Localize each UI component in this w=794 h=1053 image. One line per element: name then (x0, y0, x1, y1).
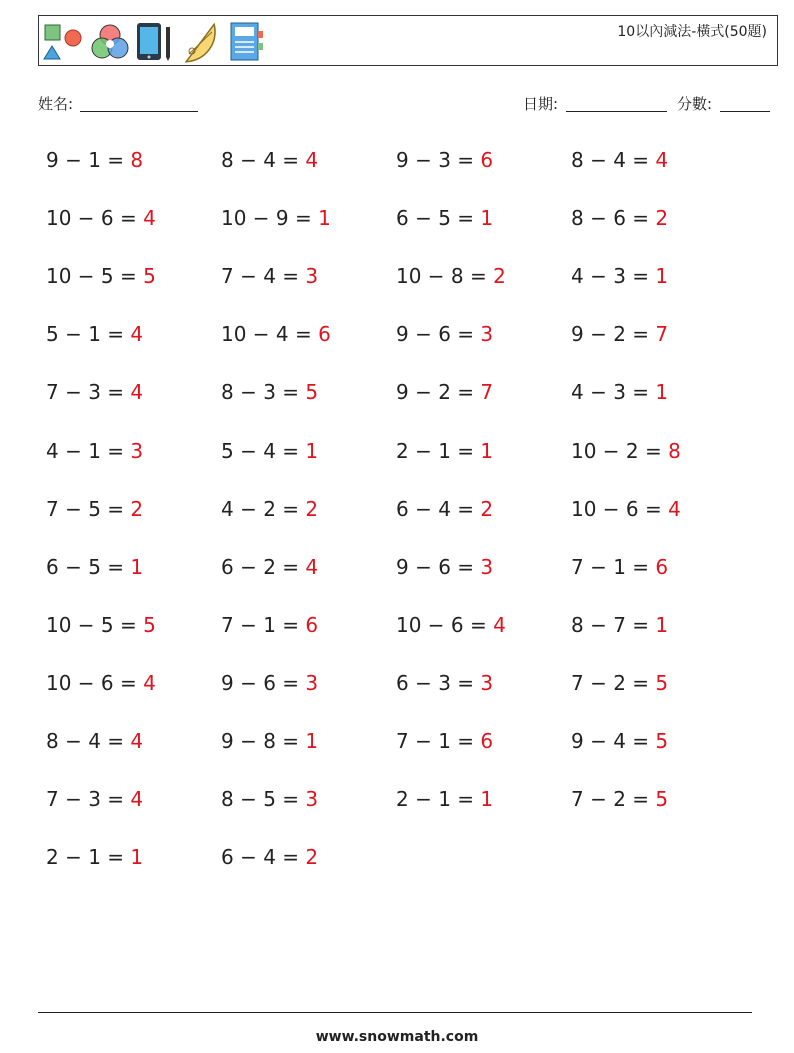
problem-answer: 4 (493, 613, 506, 637)
color-wheel-icon (88, 21, 132, 63)
problem-answer: 1 (318, 206, 331, 230)
problem-expression: 2 − 1 = (396, 787, 475, 811)
problem-expression: 7 − 3 = (46, 380, 125, 404)
problem-answer: 2 (655, 206, 669, 230)
problem-answer: 4 (130, 380, 144, 404)
problem-expression: 5 − 4 = (221, 439, 300, 463)
problem-expression: 8 − 3 = (221, 380, 300, 404)
problem-expression: 10 − 5 = (46, 264, 137, 288)
problem-answer: 4 (143, 671, 156, 695)
problem-expression: 6 − 4 = (221, 845, 300, 869)
problem-item (571, 322, 668, 346)
problem-answer: 4 (668, 497, 681, 521)
problem-item (396, 729, 493, 753)
problem-item (46, 264, 156, 288)
date-label: 日期: (523, 95, 559, 113)
problem-item (396, 555, 493, 579)
problem-expression: 9 − 1 = (46, 148, 125, 172)
problem-answer: 6 (480, 729, 494, 753)
worksheet-title: 10以內減法-橫式(50題) (617, 24, 767, 40)
problem-answer: 1 (480, 787, 494, 811)
problem-item (571, 264, 668, 288)
problem-answer: 3 (305, 671, 319, 695)
problem-expression: 8 − 5 = (221, 787, 300, 811)
problem-item (571, 613, 668, 637)
problem-item (221, 322, 331, 346)
problem-item (396, 264, 506, 288)
problem-expression: 10 − 6 = (396, 613, 487, 637)
problem-answer: 6 (318, 322, 331, 346)
problem-answer: 3 (130, 439, 144, 463)
problem-expression: 7 − 5 = (46, 497, 125, 521)
problem-item (221, 380, 318, 404)
problem-item (221, 729, 318, 753)
problem-item (46, 206, 156, 230)
problem-answer: 5 (143, 613, 156, 637)
problem-answer: 3 (305, 264, 319, 288)
name-label: 姓名: (38, 95, 74, 113)
problem-answer: 8 (130, 148, 144, 172)
problem-answer: 5 (655, 787, 669, 811)
problem-answer: 4 (143, 206, 156, 230)
problem-item (571, 497, 681, 521)
problem-expression: 10 − 5 = (46, 613, 137, 637)
problem-answer: 1 (130, 555, 144, 579)
problem-expression: 10 − 2 = (571, 439, 662, 463)
problem-item (46, 148, 143, 172)
problem-answer: 1 (655, 613, 669, 637)
problem-answer: 2 (305, 845, 319, 869)
date-field[interactable] (566, 111, 667, 112)
problem-item (46, 729, 143, 753)
shapes-icon (43, 21, 85, 63)
problem-item (46, 613, 156, 637)
footer-url: www.snowmath.com (315, 1029, 479, 1045)
problem-answer: 7 (480, 380, 494, 404)
problem-answer: 6 (305, 613, 319, 637)
problem-item (221, 497, 318, 521)
problem-expression: 4 − 2 = (221, 497, 300, 521)
problem-item (46, 322, 143, 346)
problem-expression: 4 − 3 = (571, 264, 650, 288)
problem-expression: 4 − 1 = (46, 439, 125, 463)
problem-expression: 10 − 9 = (221, 206, 312, 230)
notebook-icon (227, 21, 267, 63)
problem-expression: 4 − 3 = (571, 380, 650, 404)
problem-item (396, 148, 493, 172)
tablet-icon (135, 21, 175, 63)
problem-item (221, 555, 318, 579)
problem-answer: 2 (493, 264, 506, 288)
problem-answer: 1 (130, 845, 144, 869)
problem-expression: 10 − 8 = (396, 264, 487, 288)
problem-answer: 5 (305, 380, 319, 404)
problem-item (396, 613, 506, 637)
problem-item (221, 206, 331, 230)
problem-item (396, 439, 493, 463)
problem-expression: 6 − 3 = (396, 671, 475, 695)
problem-item (46, 845, 143, 869)
problem-expression: 2 − 1 = (396, 439, 475, 463)
protractor-icon (179, 21, 221, 63)
problem-answer: 5 (143, 264, 156, 288)
problem-answer: 2 (480, 497, 494, 521)
problem-answer: 5 (655, 729, 669, 753)
problem-answer: 1 (480, 439, 494, 463)
problem-answer: 3 (480, 671, 494, 695)
problem-answer: 1 (655, 380, 669, 404)
problem-item (221, 264, 318, 288)
problem-item (571, 380, 668, 404)
problem-item (396, 206, 493, 230)
problem-item (396, 322, 493, 346)
problem-answer: 4 (655, 148, 669, 172)
problem-item (221, 671, 318, 695)
problem-item (46, 787, 143, 811)
problem-answer: 2 (305, 497, 319, 521)
problem-expression: 10 − 6 = (46, 671, 137, 695)
problem-item (571, 206, 668, 230)
problem-expression: 10 − 6 = (46, 206, 137, 230)
problem-expression: 7 − 3 = (46, 787, 125, 811)
problem-item (46, 439, 143, 463)
problem-expression: 2 − 1 = (46, 845, 125, 869)
problem-expression: 9 − 2 = (571, 322, 650, 346)
problem-answer: 6 (480, 148, 494, 172)
problem-expression: 9 − 8 = (221, 729, 300, 753)
problem-answer: 2 (130, 497, 144, 521)
problem-answer: 1 (480, 206, 494, 230)
problem-answer: 4 (130, 322, 144, 346)
problem-expression: 6 − 5 = (46, 555, 125, 579)
problem-expression: 6 − 5 = (396, 206, 475, 230)
problem-answer: 6 (655, 555, 669, 579)
problem-expression: 9 − 6 = (396, 322, 475, 346)
problem-expression: 9 − 3 = (396, 148, 475, 172)
problem-item (571, 555, 668, 579)
worksheet-header (38, 15, 778, 66)
score-label: 分數: (677, 95, 713, 113)
problem-answer: 1 (655, 264, 669, 288)
problem-expression: 7 − 2 = (571, 787, 650, 811)
problem-expression: 8 − 7 = (571, 613, 650, 637)
problem-item (221, 787, 318, 811)
problem-answer: 3 (305, 787, 319, 811)
problem-item (396, 380, 493, 404)
problem-expression: 9 − 4 = (571, 729, 650, 753)
problem-expression: 7 − 1 = (396, 729, 475, 753)
problem-item (571, 787, 668, 811)
problem-answer: 3 (480, 555, 494, 579)
problem-expression: 8 − 4 = (221, 148, 300, 172)
problem-expression: 9 − 2 = (396, 380, 475, 404)
problem-item (571, 148, 668, 172)
problem-answer: 4 (130, 787, 144, 811)
problem-answer: 8 (668, 439, 681, 463)
problem-expression: 8 − 6 = (571, 206, 650, 230)
problem-answer: 3 (480, 322, 494, 346)
problem-expression: 10 − 4 = (221, 322, 312, 346)
problem-expression: 7 − 1 = (221, 613, 300, 637)
problem-answer: 5 (655, 671, 669, 695)
problem-item (396, 671, 493, 695)
footer-divider (38, 1012, 752, 1013)
problem-item (221, 148, 318, 172)
problem-answer: 1 (305, 439, 319, 463)
problem-item (396, 787, 493, 811)
problem-expression: 7 − 2 = (571, 671, 650, 695)
problem-expression: 7 − 1 = (571, 555, 650, 579)
problem-item (221, 613, 318, 637)
problem-item (46, 555, 143, 579)
problem-item (571, 671, 668, 695)
problem-item (571, 729, 668, 753)
problem-answer: 4 (305, 555, 319, 579)
problem-item (221, 845, 318, 869)
score-field[interactable] (720, 111, 770, 112)
problem-answer: 4 (130, 729, 144, 753)
problem-expression: 9 − 6 = (396, 555, 475, 579)
problem-item (221, 439, 318, 463)
name-field[interactable] (80, 111, 198, 112)
problem-expression: 6 − 4 = (396, 497, 475, 521)
problem-item (571, 439, 681, 463)
problem-expression: 8 − 4 = (46, 729, 125, 753)
problem-item (396, 497, 493, 521)
problem-answer: 1 (305, 729, 319, 753)
problem-item (46, 671, 156, 695)
problem-expression: 7 − 4 = (221, 264, 300, 288)
problem-answer: 4 (305, 148, 319, 172)
problem-item (46, 497, 143, 521)
problem-expression: 5 − 1 = (46, 322, 125, 346)
problem-expression: 10 − 6 = (571, 497, 662, 521)
problem-item (46, 380, 143, 404)
problem-expression: 8 − 4 = (571, 148, 650, 172)
problem-answer: 7 (655, 322, 669, 346)
problem-expression: 6 − 2 = (221, 555, 300, 579)
problem-expression: 9 − 6 = (221, 671, 300, 695)
